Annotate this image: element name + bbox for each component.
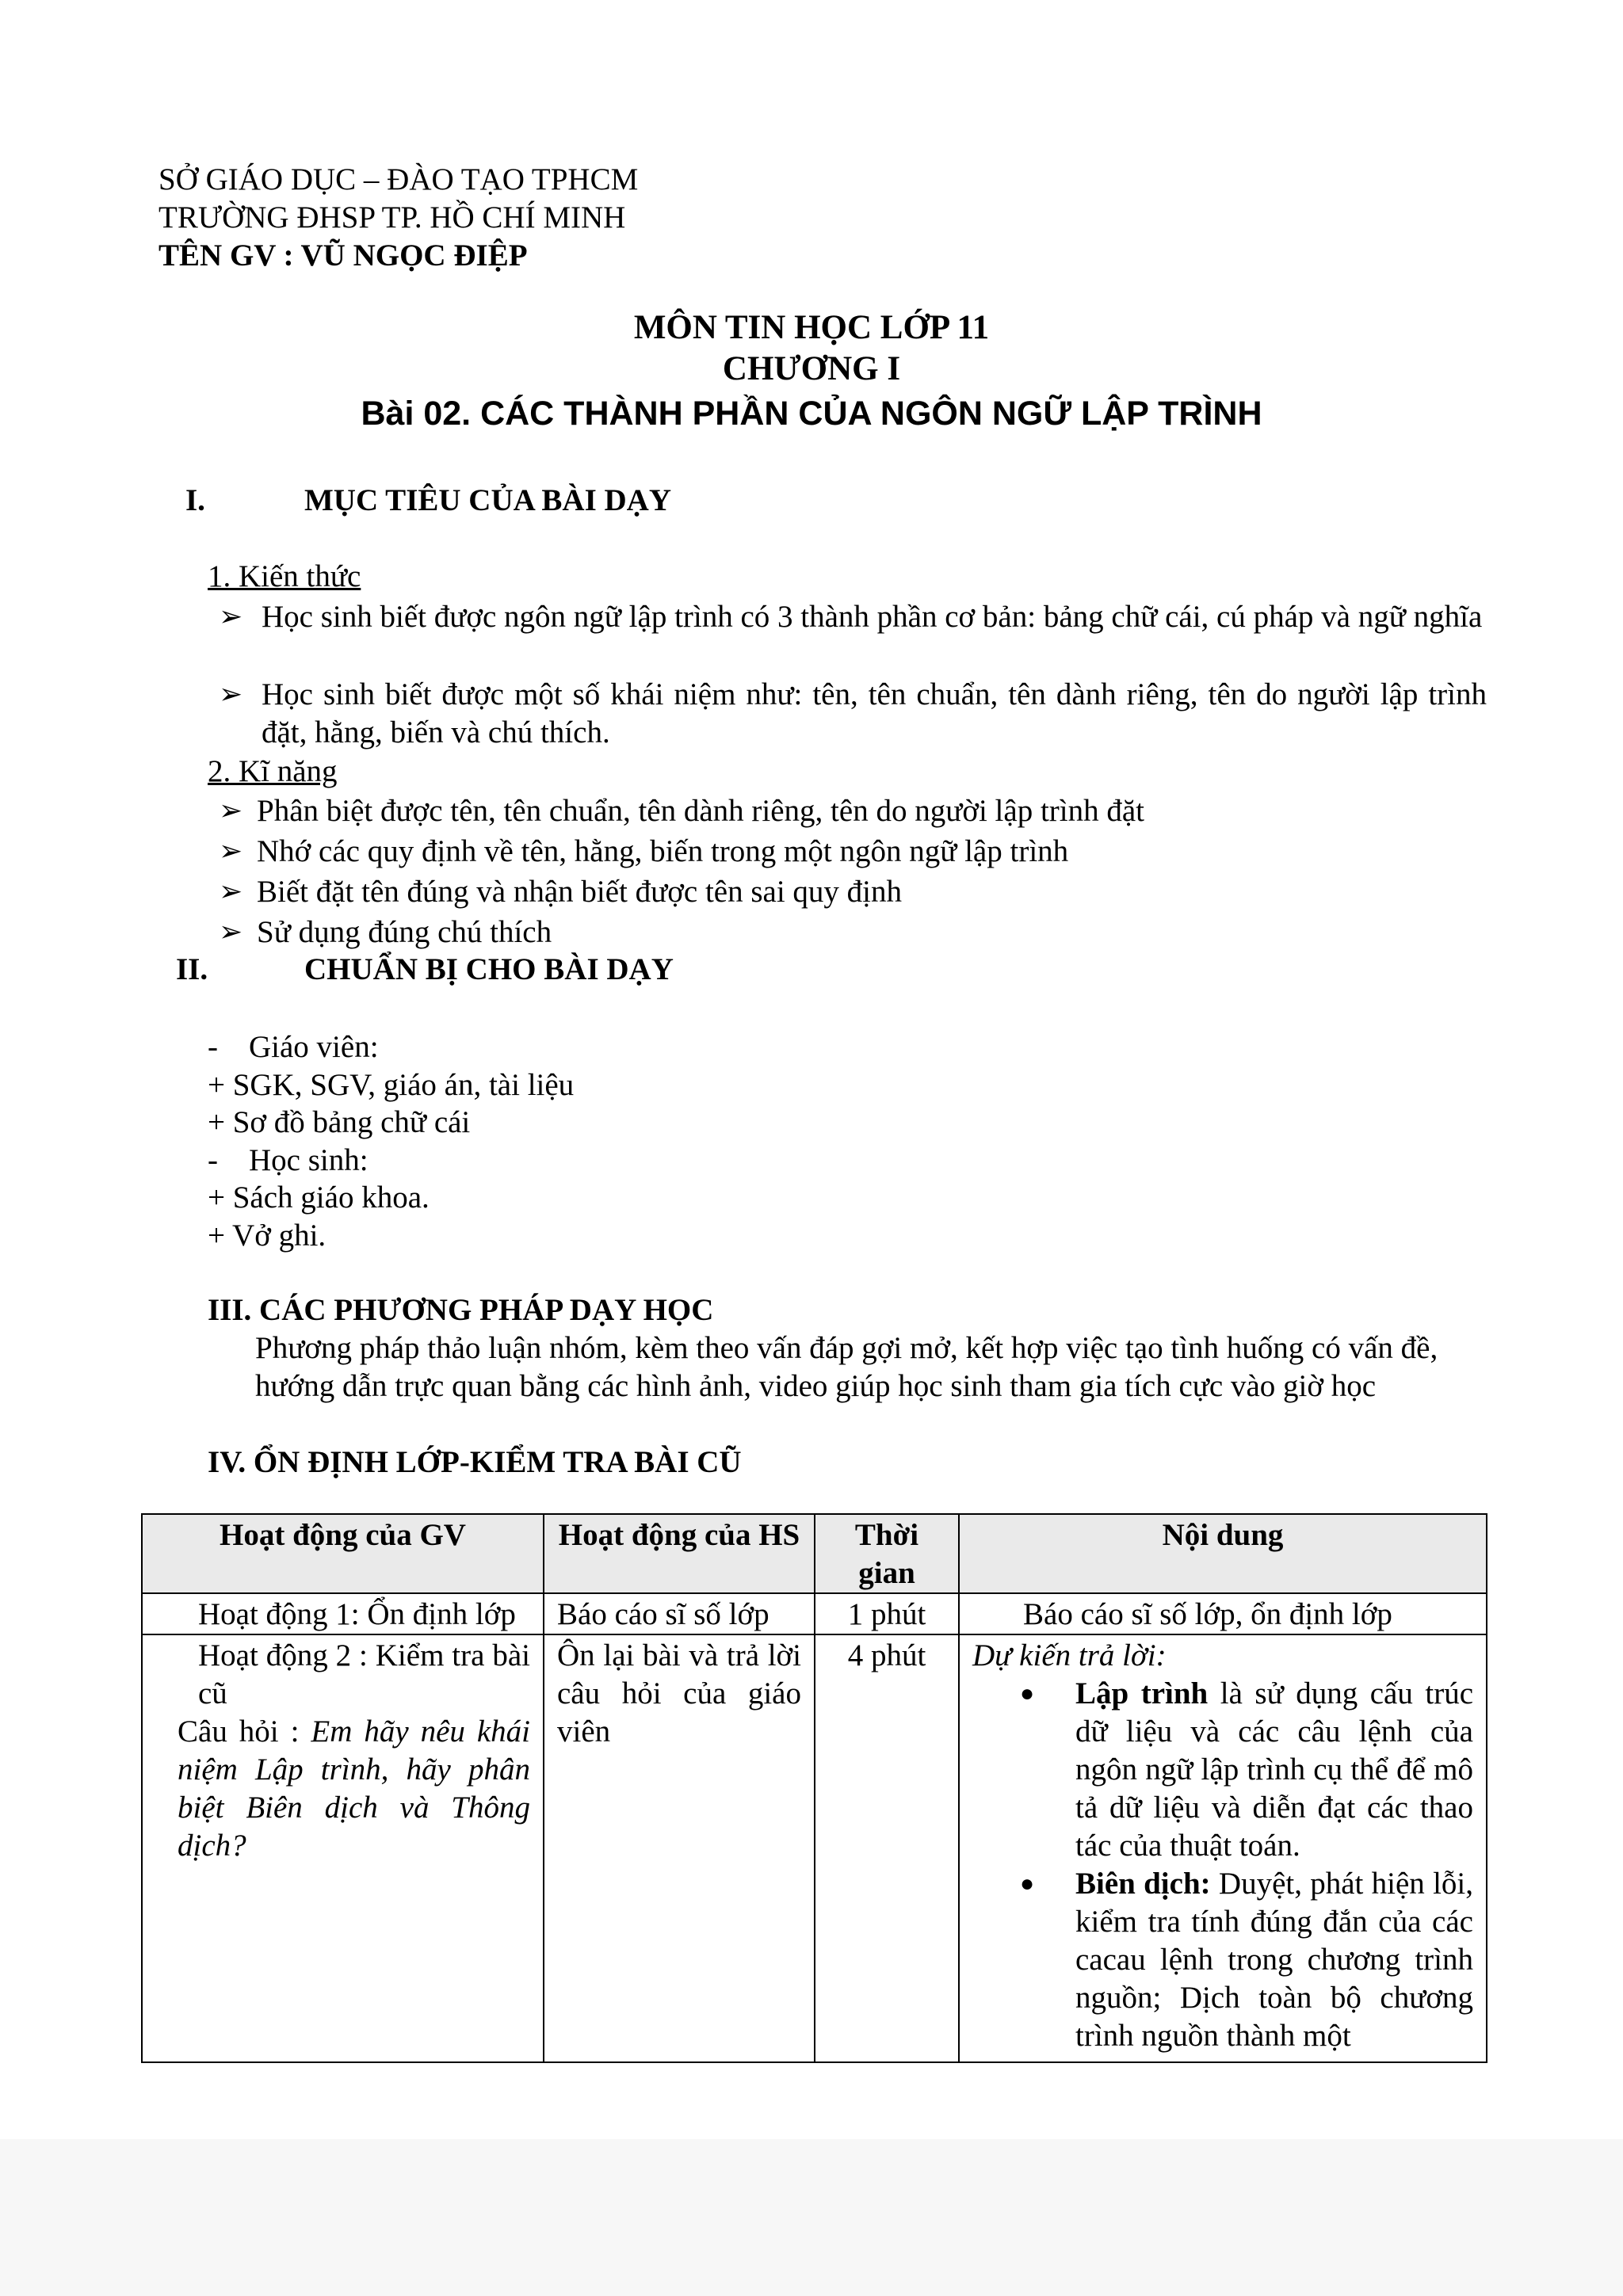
answer-list <box>972 1675 1473 2055</box>
row1-time: 1 phút <box>815 1593 959 1634</box>
row2-gv-question: Câu hỏi : Em hãy nêu khái niệm Lập trình, hãy phân biệt Biên dịch và Thông dịch? <box>178 1714 530 1863</box>
row2-content <box>959 1634 1487 2062</box>
header-gv: Hoạt động của GV <box>142 1514 544 1593</box>
section2-heading: CHUẨN BỊ CHO BÀI DẠY <box>304 952 674 986</box>
header-teacher: TÊN GV : VŨ NGỌC ĐIỆP <box>158 238 528 273</box>
skills-item: ➢ Nhớ các quy định về tên, hằng, biến trong một ngôn ngữ lập trình <box>219 833 1068 871</box>
skills-heading: 2. Kĩ năng <box>208 754 338 788</box>
bullet-dot-icon: ● <box>1020 1680 1035 1707</box>
prep-line: + Vở ghi. <box>208 1219 327 1253</box>
section1-number: I. <box>185 483 205 517</box>
row1-hs: Báo cáo sĩ số lớp <box>544 1593 815 1634</box>
prep-line: + Sơ đồ bảng chữ cái <box>208 1105 471 1139</box>
prep-line: - Học sinh: <box>208 1143 369 1177</box>
row2-gv <box>142 1634 544 2062</box>
skills-item: ➢ Phân biệt được tên, tên chuẩn, tên dành riêng, tên do người lập trình đặt <box>219 792 1144 830</box>
arrow-bullet-icon: ➢ <box>219 678 243 711</box>
row2-gv-title: Hoạt động 2 : Kiểm tra bài cũ <box>198 1638 530 1711</box>
section3-text: Phương pháp thảo luận nhóm, kèm theo vấn đáp gợi mở, kết hợp việc tạo tình huống có vấn đề, hướng dẫn trực quan bằng các hình ảnh, video giúp học sinh tham gia tích cực vào giờ học <box>255 1331 1438 1403</box>
title-chapter: CHƯƠNG I <box>722 350 901 387</box>
arrow-bullet-icon: ➢ <box>219 875 243 908</box>
row2-hs: Ôn lại bài và trả lời câu hỏi của giáo viên <box>544 1634 815 2062</box>
table-row <box>142 1634 1487 2062</box>
bullet-dot-icon: ● <box>1020 1871 1035 1897</box>
arrow-bullet-icon: ➢ <box>219 916 243 948</box>
section4-heading: IV. ỔN ĐỊNH LỚP-KIỂM TRA BÀI CŨ <box>208 1445 742 1479</box>
row1-content: Báo cáo sĩ số lớp, ổn định lớp <box>959 1593 1487 1634</box>
knowledge-item: ➢ Học sinh biết được ngôn ngữ lập trình có 3 thành phần cơ bản: bảng chữ cái, cú pháp và ngữ nghĩa <box>219 598 1487 636</box>
row2-time: 4 phút <box>815 1634 959 2062</box>
table-row <box>142 1593 1487 1634</box>
prep-line: + Sách giáo khoa. <box>208 1180 430 1215</box>
header-department: SỞ GIÁO DỤC – ĐÀO TẠO TPHCM <box>158 162 639 196</box>
lesson-plan-table <box>141 1513 1487 2063</box>
header-hs: Hoạt động của HS <box>544 1514 815 1593</box>
arrow-bullet-icon: ➢ <box>219 601 243 633</box>
answer-item: ● Lập trình là sử dụng cấu trúc dữ liệu và các câu lệnh của ngôn ngữ lập trình cụ thể để mô tả dữ liệu và diễn đạt các thao tác của thuật toán. <box>972 1675 1473 1865</box>
header-school: TRƯỜNG ĐHSP TP. HỒ CHÍ MINH <box>158 200 626 235</box>
arrow-bullet-icon: ➢ <box>219 795 243 827</box>
section3-heading: III. CÁC PHƯƠNG PHÁP DẠY HỌC <box>208 1293 714 1327</box>
page-bottom-shade <box>0 2139 1623 2296</box>
section2-number: II. <box>176 952 208 986</box>
title-subject: MÔN TIN HỌC LỚP 11 <box>633 309 990 346</box>
prep-line: - Giáo viên: <box>208 1030 379 1064</box>
arrow-bullet-icon: ➢ <box>219 835 243 868</box>
title-lesson: Bài 02. CÁC THÀNH PHẦN CỦA NGÔN NGỮ LẬP TRÌNH <box>361 395 1262 433</box>
skills-item: ➢ Sử dụng đúng chú thích <box>219 913 552 952</box>
header-content: Nội dung <box>959 1514 1487 1593</box>
table-header-row <box>142 1514 1487 1593</box>
prep-line: + SGK, SGV, giáo án, tài liệu <box>208 1068 575 1102</box>
knowledge-heading: 1. Kiến thức <box>208 559 361 593</box>
skills-item: ➢ Biết đặt tên đúng và nhận biết được tên sai quy định <box>219 873 902 911</box>
row1-gv: Hoạt động 1: Ổn định lớp <box>142 1593 544 1634</box>
row2-intro: Dự kiến trả lời: <box>972 1638 1167 1672</box>
header-time: Thời gian <box>815 1514 959 1593</box>
knowledge-item: ➢ Học sinh biết được một số khái niệm như: tên, tên chuẩn, tên dành riêng, tên do người lập trình đặt, hằng, biến và chú thích. <box>219 677 1487 749</box>
section1-heading: MỤC TIÊU CỦA BÀI DẠY <box>304 483 671 517</box>
answer-item: ● Biên dịch: Duyệt, phát hiện lỗi, kiểm tra tính đúng đắn của các cacau lệnh trong chương trình nguồn; Dịch toàn bộ chương trình nguồn thành một <box>972 1865 1473 2055</box>
